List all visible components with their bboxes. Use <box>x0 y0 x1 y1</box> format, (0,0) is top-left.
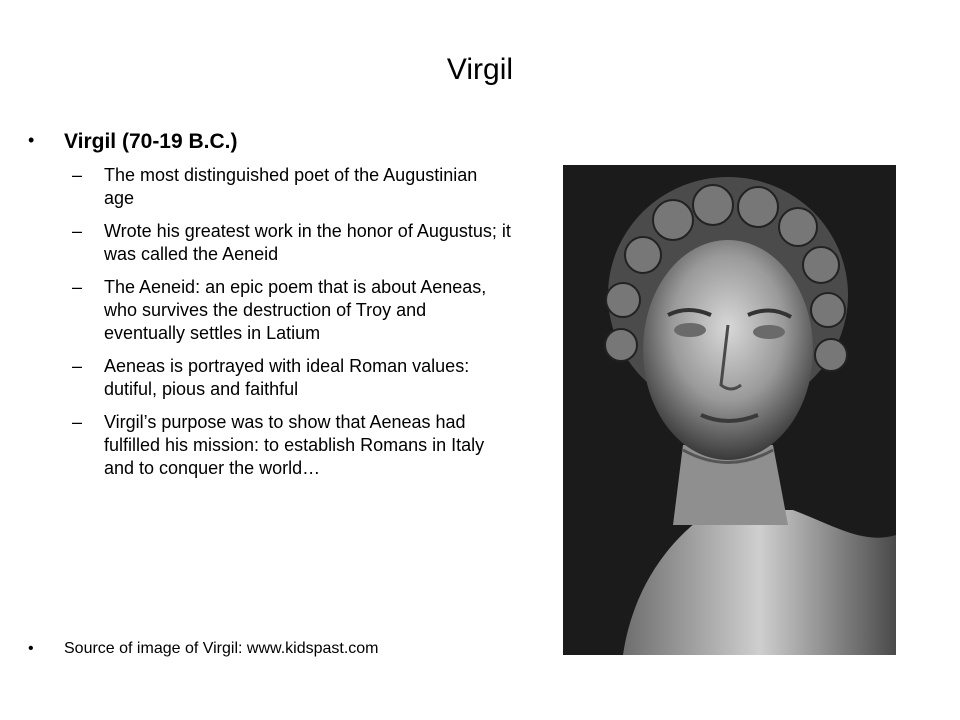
sub-bullet-text: The most distinguished poet of the Augustinian age <box>104 165 478 208</box>
sub-bullet-item <box>72 355 512 401</box>
dash-marker: – <box>72 356 83 376</box>
dash-marker: – <box>72 165 83 185</box>
dash-marker: – <box>72 412 83 432</box>
sub-bullet-item <box>72 164 512 210</box>
dash-marker: – <box>72 221 83 241</box>
sub-bullet-text: The Aeneid: an epic poem that is about Aeneas, who survives the destruction of Troy and eventually settles in Latium <box>104 277 487 343</box>
sub-bullet-text: Aeneas is portrayed with ideal Roman values: dutiful, pious and faithful <box>104 356 470 399</box>
sub-bullet-list <box>72 164 512 490</box>
bullet-marker: • <box>28 640 34 657</box>
slide-title: Virgil <box>446 53 514 86</box>
source-note: Source of image of Virgil: www.kidspast.com <box>64 640 379 657</box>
dash-marker: – <box>72 277 83 297</box>
sub-bullet-text: Virgil’s purpose was to show that Aeneas had fulfilled his mission: to establish Romans in Italy and to conquer the world… <box>104 412 485 478</box>
virgil-bust-image <box>563 165 896 655</box>
sub-bullet-item <box>72 220 512 266</box>
bullet-marker: • <box>28 130 35 150</box>
sub-bullet-item <box>72 411 512 480</box>
sub-bullet-item <box>72 276 512 345</box>
sub-bullet-text: Wrote his greatest work in the honor of Augustus; it was called the Aeneid <box>104 221 511 264</box>
bust-illustration <box>563 165 896 655</box>
main-bullet-text: Virgil (70-19 B.C.) <box>64 130 238 153</box>
